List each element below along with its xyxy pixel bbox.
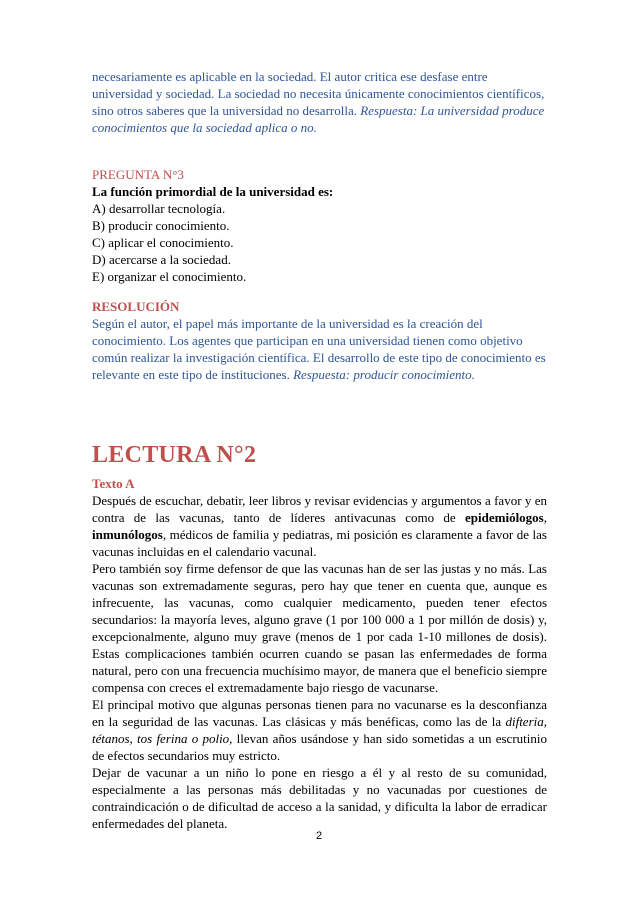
reading-p3-italic: difteria, tétanos, tos ferina o polio,: [92, 714, 547, 746]
question3-option-c: C) aplicar el conocimiento.: [92, 235, 234, 250]
spacer: [92, 136, 547, 166]
resolution-paragraph: [92, 315, 547, 383]
page-number: 2: [315, 830, 323, 842]
resolution-text: Según el autor, el papel más importante de la universidad es la creación del conocimiento. Los agentes que participan en una universidad tienen como objetivo común realizar la investigación científica. El desarrollo de este tipo de conocimiento es relevante en este tipo de instituciones.: [92, 316, 546, 382]
reading-subtitle: Texto A: [92, 476, 135, 491]
reading-p3-text-end: llevan años usándose y han sido sometidas a un escrutinio de efectos secundarios muy estricto.: [92, 731, 547, 763]
intro-answer: Respuesta: La universidad produce conocimientos que la sociedad aplica o no.: [92, 103, 545, 135]
reading-p1-text: Después de escuchar, debatir, leer libros y revisar evidencias y argumentos a favor y en contra de las vacunas, tanto de líderes antivacunas como de: [92, 493, 547, 525]
reading-p1-text-end: , médicos de familia y pediatras, mi posición es claramente a favor de las vacunas incluidas en el calendario vacunal.: [92, 527, 547, 559]
intro-paragraph: [92, 68, 547, 136]
question3-option-a: A) desarrollar tecnología.: [92, 201, 226, 216]
intro-text: necesariamente es aplicable en la sociedad. El autor critica ese desfase entre universidad y sociedad. La sociedad no necesita únicamente conocimientos científicos, sino otros saberes que la universidad no desarrolla.: [92, 69, 545, 118]
resolution-title: RESOLUCIÓN: [92, 299, 180, 314]
reading-paragraph-2: Pero también soy firme defensor de que las vacunas han de ser las justas y no más. Las vacunas son extremadamente seguras, pero hay que tener en cuenta que, aunque es infrecuente, las vacunas, como cualquier medicamento, pueden tener efectos secundarios: la mayoría leves, alguno grave (1 por 100 000 a 1 por millón de dosis) y, excepcionalmente, alguno muy grave (menos de 1 por cada 1-10 millones de dosis). Estas complicaciones también ocurren cuando se pasan las enfermedades de forma natural, pero con una frecuencia muchísimo mayor, de manera que el beneficio siempre compensa con creces el extremadamente bajo riesgo de vacunarse.: [92, 561, 548, 695]
reading-p1-bold-1: epidemiólogos: [465, 510, 544, 525]
question3-option-b: B) producir conocimiento.: [92, 218, 230, 233]
reading-paragraph-1: [92, 492, 547, 560]
spacer: [92, 383, 547, 441]
question3-option-d: D) acercarse a la sociedad.: [92, 252, 231, 267]
page-content: [92, 68, 547, 832]
question3-option-e: E) organizar el conocimiento.: [92, 269, 247, 284]
spacer: [92, 285, 547, 298]
reading-paragraph-3: [92, 696, 547, 764]
reading-paragraph-4: Dejar de vacunar a un niño lo pone en riesgo a él y al resto de su comunidad, especialmente a las personas más debilitadas y no vacunadas por cuestiones de contraindicación o de dificultad de acceso a la sanidad, y dificulta la labor de erradicar enfermedades del planeta.: [92, 765, 547, 831]
reading-title: LECTURA N°2: [92, 442, 257, 468]
reading-p1-separator: ,: [543, 510, 547, 525]
question3-stem: La función primordial de la universidad es:: [92, 184, 334, 199]
reading-p3-text: El principal motivo que algunas personas tienen para no vacunarse es la desconfianza en la seguridad de las vacunas. Las clásicas y más benéficas, como las de la: [92, 697, 547, 729]
question3-title: PREGUNTA N°3: [92, 167, 184, 182]
reading-p1-bold-2: inmunólogos: [92, 527, 163, 542]
resolution-answer: Respuesta: producir conocimiento.: [293, 367, 475, 382]
